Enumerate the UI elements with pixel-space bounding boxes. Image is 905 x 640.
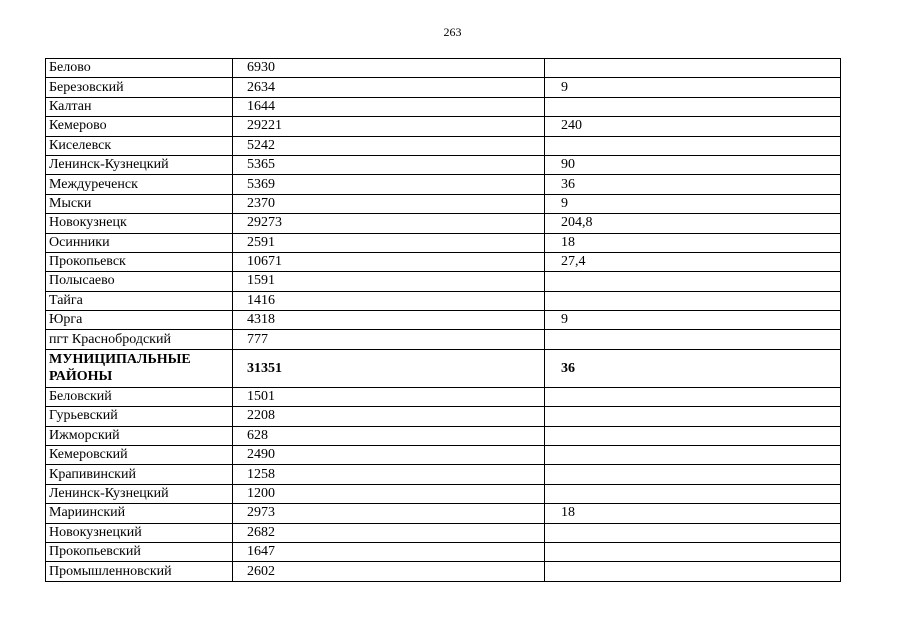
row-name-cell: Новокузнецкий <box>46 523 233 542</box>
row-name-cell: Промышленновский <box>46 562 233 581</box>
row-value2-cell <box>545 484 841 503</box>
row-value1-cell: 4318 <box>233 311 545 330</box>
row-value1-cell: 5242 <box>233 136 545 155</box>
table-row <box>46 117 841 136</box>
page-number: 263 <box>443 25 462 39</box>
data-table <box>45 58 841 582</box>
row-value1-cell: 1258 <box>233 465 545 484</box>
row-name-cell: Ленинск-Кузнецкий <box>46 484 233 503</box>
row-value1-cell: 2591 <box>233 233 545 252</box>
row-value1-cell: 1416 <box>233 291 545 310</box>
row-name-cell: МУНИЦИПАЛЬНЫЕ РАЙОНЫ <box>46 349 233 387</box>
row-value2-cell <box>545 446 841 465</box>
row-value2-cell: 90 <box>545 155 841 174</box>
row-value1-cell: 5365 <box>233 155 545 174</box>
row-value2-cell <box>545 407 841 426</box>
table-row <box>46 311 841 330</box>
row-name-cell: Прокопьевский <box>46 542 233 561</box>
row-value1-cell: 29221 <box>233 117 545 136</box>
row-value1-cell: 2682 <box>233 523 545 542</box>
table-row <box>46 504 841 523</box>
table-row <box>46 214 841 233</box>
row-value1-cell: 1644 <box>233 97 545 116</box>
row-value2-cell: 9 <box>545 311 841 330</box>
row-value1-cell: 5369 <box>233 175 545 194</box>
row-value2-cell: 36 <box>545 349 841 387</box>
row-value2-cell: 18 <box>545 504 841 523</box>
table-row <box>46 78 841 97</box>
row-value1-cell: 2602 <box>233 562 545 581</box>
row-value2-cell: 240 <box>545 117 841 136</box>
row-value2-cell <box>545 330 841 349</box>
row-value2-cell <box>545 291 841 310</box>
row-value1-cell: 31351 <box>233 349 545 387</box>
table-row <box>46 291 841 310</box>
row-value1-cell: 777 <box>233 330 545 349</box>
row-value1-cell: 29273 <box>233 214 545 233</box>
table-row <box>46 272 841 291</box>
row-name-cell: Осинники <box>46 233 233 252</box>
table-row <box>46 407 841 426</box>
table-row <box>46 542 841 561</box>
row-name-cell: пгт Краснобродский <box>46 330 233 349</box>
row-name-cell: Кемеровский <box>46 446 233 465</box>
row-name-cell: Полысаево <box>46 272 233 291</box>
row-value2-cell <box>545 136 841 155</box>
row-name-cell: Гурьевский <box>46 407 233 426</box>
table-row <box>46 426 841 445</box>
row-value1-cell: 6930 <box>233 59 545 78</box>
row-value2-cell: 204,8 <box>545 214 841 233</box>
row-value1-cell: 1647 <box>233 542 545 561</box>
row-value2-cell: 18 <box>545 233 841 252</box>
row-name-cell: Мыски <box>46 194 233 213</box>
row-value2-cell <box>545 97 841 116</box>
table-row <box>46 194 841 213</box>
row-name-cell: Калтан <box>46 97 233 116</box>
row-name-cell: Ленинск-Кузнецкий <box>46 155 233 174</box>
table-row <box>46 59 841 78</box>
row-name-cell: Кемерово <box>46 117 233 136</box>
table-row <box>46 252 841 271</box>
row-name-cell: Белово <box>46 59 233 78</box>
row-value2-cell <box>545 387 841 406</box>
table-row <box>46 136 841 155</box>
row-name-cell: Киселевск <box>46 136 233 155</box>
table-row <box>46 155 841 174</box>
row-value2-cell <box>545 465 841 484</box>
row-value2-cell <box>545 523 841 542</box>
row-value1-cell: 628 <box>233 426 545 445</box>
table-row <box>46 330 841 349</box>
row-name-cell: Березовский <box>46 78 233 97</box>
row-name-cell: Новокузнецк <box>46 214 233 233</box>
row-value1-cell: 1200 <box>233 484 545 503</box>
table-row <box>46 387 841 406</box>
row-name-cell: Тайга <box>46 291 233 310</box>
row-value2-cell <box>545 542 841 561</box>
row-name-cell: Междуреченск <box>46 175 233 194</box>
row-value1-cell: 2208 <box>233 407 545 426</box>
row-value2-cell <box>545 562 841 581</box>
row-value1-cell: 1591 <box>233 272 545 291</box>
row-name-cell: Мариинский <box>46 504 233 523</box>
table-row <box>46 97 841 116</box>
table-row <box>46 523 841 542</box>
row-value2-cell: 9 <box>545 194 841 213</box>
row-name-cell: Ижморский <box>46 426 233 445</box>
table-body <box>46 59 841 582</box>
row-value2-cell <box>545 272 841 291</box>
row-value2-cell: 36 <box>545 175 841 194</box>
table-row <box>46 349 841 387</box>
row-value1-cell: 2973 <box>233 504 545 523</box>
table-row <box>46 175 841 194</box>
row-value1-cell: 2490 <box>233 446 545 465</box>
table-row <box>46 233 841 252</box>
row-value1-cell: 2634 <box>233 78 545 97</box>
row-value1-cell: 10671 <box>233 252 545 271</box>
row-value2-cell <box>545 426 841 445</box>
row-name-cell: Беловский <box>46 387 233 406</box>
row-value1-cell: 1501 <box>233 387 545 406</box>
row-name-cell: Юрга <box>46 311 233 330</box>
row-name-cell: Крапивинский <box>46 465 233 484</box>
table-row <box>46 465 841 484</box>
table-row <box>46 562 841 581</box>
row-value2-cell: 9 <box>545 78 841 97</box>
row-value1-cell: 2370 <box>233 194 545 213</box>
table-row <box>46 446 841 465</box>
row-name-cell: Прокопьевск <box>46 252 233 271</box>
row-value2-cell: 27,4 <box>545 252 841 271</box>
row-value2-cell <box>545 59 841 78</box>
table-row <box>46 484 841 503</box>
